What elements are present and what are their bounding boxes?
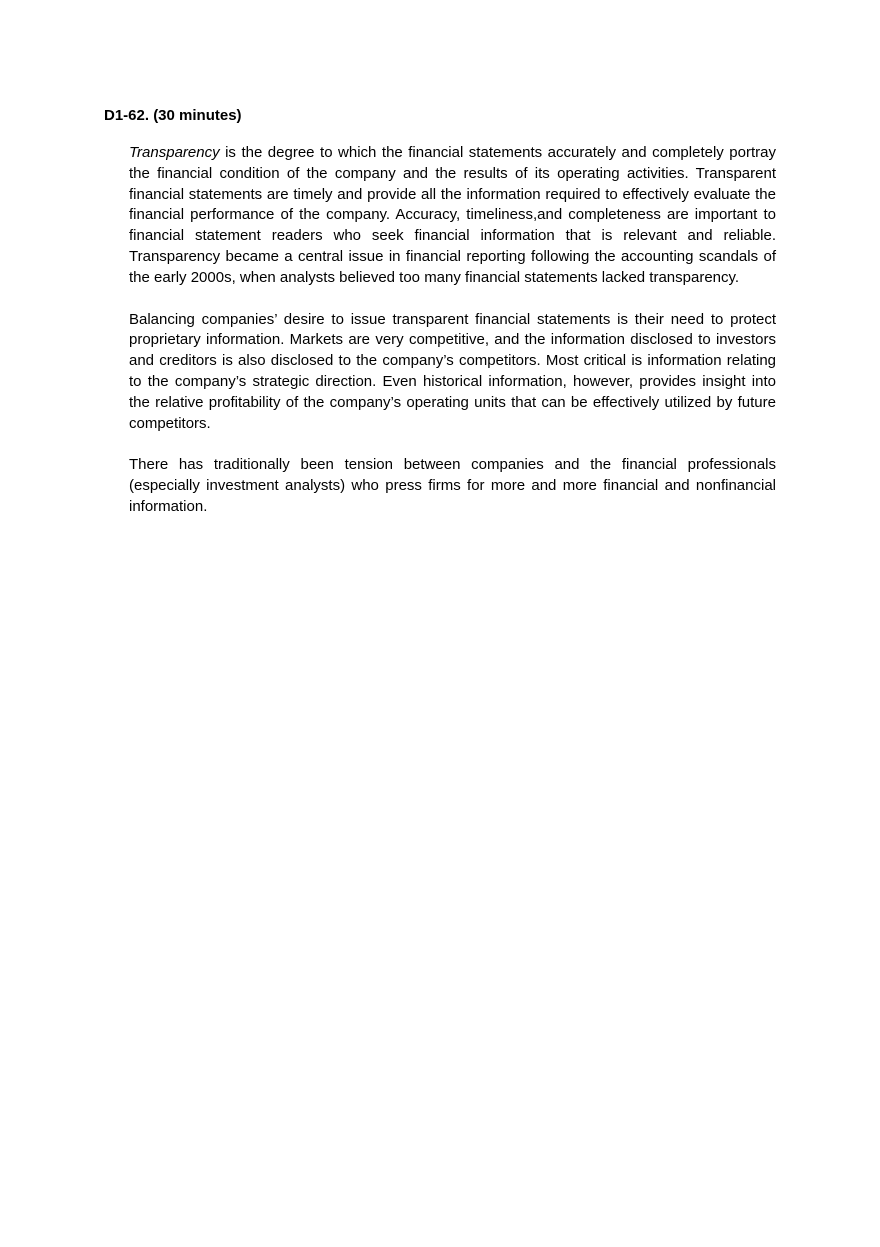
- document-body: [129, 143, 776, 539]
- paragraph-text: is the degree to which the financial statements accurately and completely portray the financial condition of the company and the results of its operating activities. Transparent financial statements are timely and provide all the information required to effectively evaluate the financial performance of the company. Accuracy, timeliness,and completeness are important to financial statement readers who seek financial information that is relevant and reliable. Transparency became a central issue in financial reporting following the accounting scandals of the early 2000s, when analysts believed too many financial statements lacked transparency.: [129, 144, 776, 286]
- paragraph-text: Balancing companies’ desire to issue transparent financial statements is their need to protect proprietary information. Markets are very competitive, and the information disclosed to investors and creditors is also disclosed to the company’s competitors. Most critical is information relating to the company’s strategic direction. Even historical information, however, provides insight into the relative profitability of the company’s operating units that can be effectively utilized by future competitors.: [129, 310, 776, 432]
- paragraph-proprietary-information: [129, 310, 776, 435]
- paragraph-tension: [129, 455, 776, 517]
- paragraph-text: There has traditionally been tension between companies and the financial professionals (especially investment analysts) who press firms for more and more financial and nonfinancial information.: [129, 456, 776, 515]
- exercise-heading: D1-62. (30 minutes): [104, 107, 242, 124]
- italic-term: Transparency: [129, 144, 220, 161]
- paragraph-transparency-definition: [129, 143, 776, 289]
